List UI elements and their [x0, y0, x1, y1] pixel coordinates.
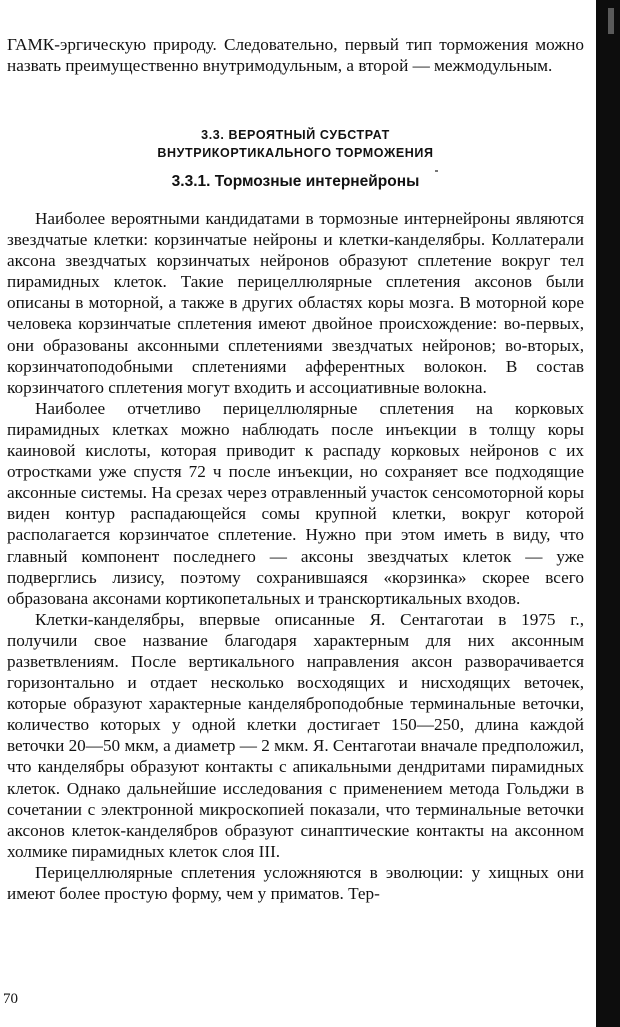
- section-heading-line-2: ВНУТРИКОРТИКАЛЬНОГО ТОРМОЖЕНИЯ: [157, 146, 434, 160]
- body-text: [7, 208, 584, 904]
- binding-mark: [608, 8, 614, 34]
- intro-paragraph: ГАМК-эргическую природу. Следовательно, первый тип торможения можно назвать преимущественно внутримодульным, а второй — межмодульным.: [7, 35, 584, 76]
- section-headings: [7, 126, 584, 192]
- page-binding-edge: [596, 0, 620, 1027]
- paragraph-3: Клетки-канделябры, впервые описанные Я. Сентаготаи в 1975 г., получили свое название благодаря характерным для них аксонным разветвлениям. После вертикального направления аксон разворачивается горизонтально и отдает несколько восходящих и нисходящих веточек, которые образуют характерные канделяброподобные терминальные веточки, количество которых у одной клетки достигает 150—250, длина каждой веточки 20—50 мкм, а диаметр — 2 мкм. Я. Сентаготаи вначале предположил, что канделябры образуют контакты с апикальными дендритами пирамидных клеток. Однако дальнейшие исследования с применением метода Гольджи в сочетании с электронной микроскопией показали, что терминальные веточки аксонов клеток-канделябров образуют синаптические контакты на аксонном холмике пирамидных клеток слоя III.: [7, 609, 584, 861]
- subsection-heading: 3.3.1. Тормозные интернейроны: [171, 173, 420, 190]
- paragraph-2: Наиболее отчетливо перицеллюлярные сплетения на корковых пирамидных клетках можно наблюдать после инъекции в толщу коры каиновой кислоты, которая приводит к распаду корковых нейронов с их отростками уже спустя 72 ч после инъекции, но сохраняет все подходящие аксонные системы. На срезах через отравленный участок сенсомоторной коры виден контур распадающейся сомы крупной клетки, вокруг которой располагается корзинчатое сплетение. Нужно при этом иметь в виду, что главный компонент последнего — аксоны звездчатых клеток — уже подверглись лизису, поэтому сохранившаяся «корзинка» скорее всего образована аксонами кортикопетальных и транскортикальных входов.: [7, 398, 584, 608]
- page-number: 70: [3, 991, 18, 1007]
- paragraph-4: Перицеллюлярные сплетения усложняются в эволюции: у хищных они имеют более простую форму, чем у приматов. Тер-: [7, 862, 584, 903]
- intro-text: [7, 34, 584, 76]
- print-speck: [435, 170, 438, 172]
- paragraph-1: Наиболее вероятными кандидатами в тормозные интернейроны являются звездчатые клетки: корзинчатые нейроны и клетки-канделябры. Коллатерали аксона звездчатых корзинчатых нейронов образуют сплетение вокруг тел пирамидных клеток. Такие перицеллюлярные сплетения аксонов были описаны в моторной, а также в других областях коры мозга. В моторной коре человека корзинчатые сплетения имеют двойное происхождение: во-первых, они образованы аксонными сплетениями звездчатых нейронов; во-вторых, корзинчатоподобными сплетениями афферентных волокон. В состав корзинчатого сплетения могут входить и ассоциативные волокна.: [7, 209, 584, 397]
- section-heading-line-1: 3.3. ВЕРОЯТНЫЙ СУБСТРАТ: [201, 128, 390, 142]
